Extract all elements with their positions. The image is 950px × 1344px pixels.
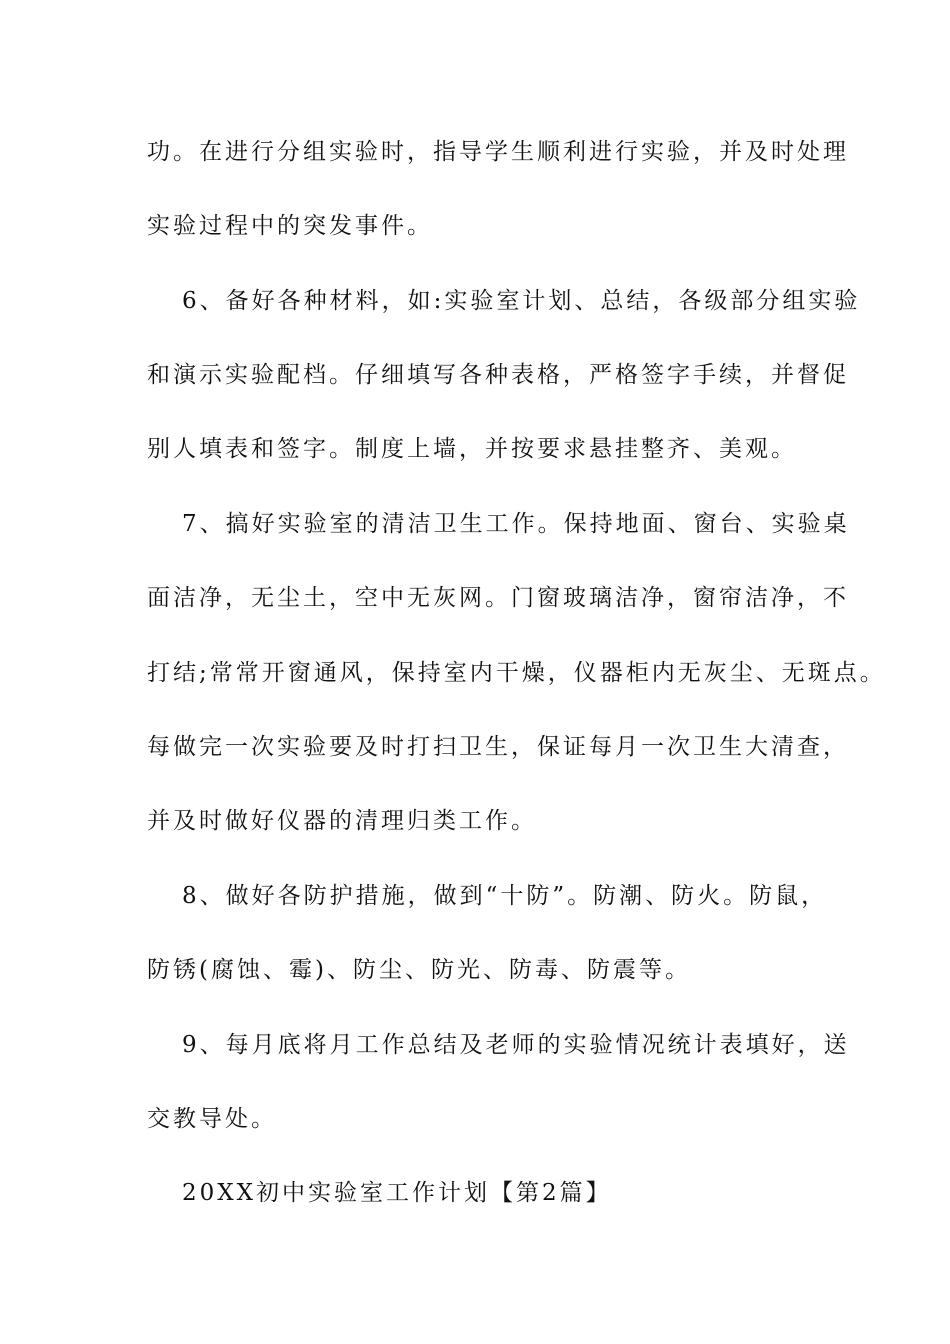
text-line-7: 面洁净，无尘土，空中无灰网。门窗玻璃洁净，窗帘洁净，不 [147,585,849,611]
text-line-13: 9、每月底将月工作总结及老师的实验情况统计表填好，送 [182,1032,850,1058]
text-line-11: 8、做好各防护措施，做到“十防”。防潮、防火。防鼠， [182,883,828,909]
text-line-6: 7、搞好实验室的清洁卫生工作。保持地面、窗台、实验桌 [182,511,850,537]
text-line-3: 6、备好各种材料，如:实验室计划、总结，各级部分组实验 [182,288,861,314]
text-line-10: 并及时做好仪器的清理归类工作。 [147,808,537,834]
text-line-8: 打结;常常开窗通风，保持室内干燥，仪器柜内无灰尘、无斑点。 [147,660,886,686]
text-line-12: 防锈(腐蚀、霉)、防尘、防光、防毒、防震等。 [147,957,691,983]
text-line-5: 别人填表和签字。制度上墙，并按要求悬挂整齐、美观。 [147,436,797,462]
section-heading: 20XX初中实验室工作计划【第2篇】 [182,1180,612,1206]
text-line-9: 每做完一次实验要及时打扫卫生，保证每月一次卫生大清查， [147,734,849,760]
text-line-1: 功。在进行分组实验时，指导学生顺利进行实验，并及时处理 [147,139,849,165]
text-line-4: 和演示实验配档。仔细填写各种表格，严格签字手续，并督促 [147,362,849,388]
text-line-2: 实验过程中的突发事件。 [147,213,433,239]
text-line-14: 交教导处。 [147,1106,277,1132]
